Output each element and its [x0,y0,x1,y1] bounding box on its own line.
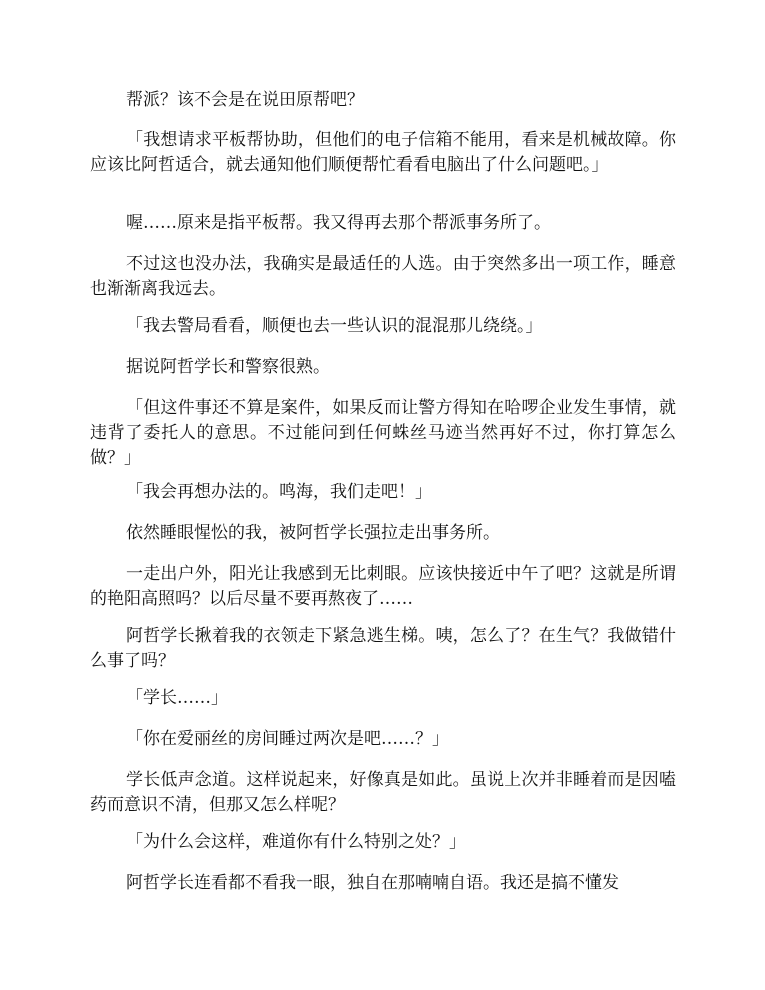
paragraph: 「学长……」 [126,688,228,708]
paragraph: 「但这件事还不算是案件，如果反而让警方得知在哈啰企业发生事情，就违背了委托人的意思。不过能问到任何蛛丝马迹当然再好不过，你打算怎么做？」 [90,398,676,468]
paragraph: 一走出户外，阳光让我感到无比刺眼。应该快接近中午了吧？这就是所谓的艳阳高照吗？以后尽量不要再熬夜了…… [90,564,676,609]
paragraph: 「我想请求平板帮协助，但他们的电子信箱不能用，看来是机械故障。你应该比阿哲适合，就去通知他们顺便帮忙看看电脑出了什么问题吧。」 [90,130,676,175]
paragraph: 「我去警局看看，顺便也去一些认识的混混那儿绕绕。」 [126,316,543,336]
paragraph: 喔……原来是指平板帮。我又得再去那个帮派事务所了。 [126,213,551,233]
paragraph: 「你在爱丽丝的房间睡过两次是吧……？」 [126,729,449,749]
paragraph: 「我会再想办法的。鸣海，我们走吧！」 [126,482,432,502]
paragraph: 「为什么会这样，难道你有什么特别之处？」 [126,832,466,852]
paragraph: 不过这也没办法，我确实是最适任的人选。由于突然多出一项工作，睡意也渐渐离我远去。 [90,254,676,299]
paragraph: 帮派？该不会是在说田原帮吧？ [126,90,364,110]
paragraph: 阿哲学长揪着我的衣领走下紧急逃生梯。咦，怎么了？在生气？我做错什么事了吗？ [90,626,676,671]
paragraph: 依然睡眼惺忪的我，被阿哲学长强拉走出事务所。 [126,523,500,543]
paragraph: 据说阿哲学长和警察很熟。 [126,357,330,377]
paragraph: 学长低声念道。这样说起来，好像真是如此。虽说上次并非睡着而是因嗑药而意识不清，但那又怎么样呢？ [90,770,676,815]
paragraph: 阿哲学长连看都不看我一眼，独自在那喃喃自语。我还是搞不懂发 [126,873,619,893]
